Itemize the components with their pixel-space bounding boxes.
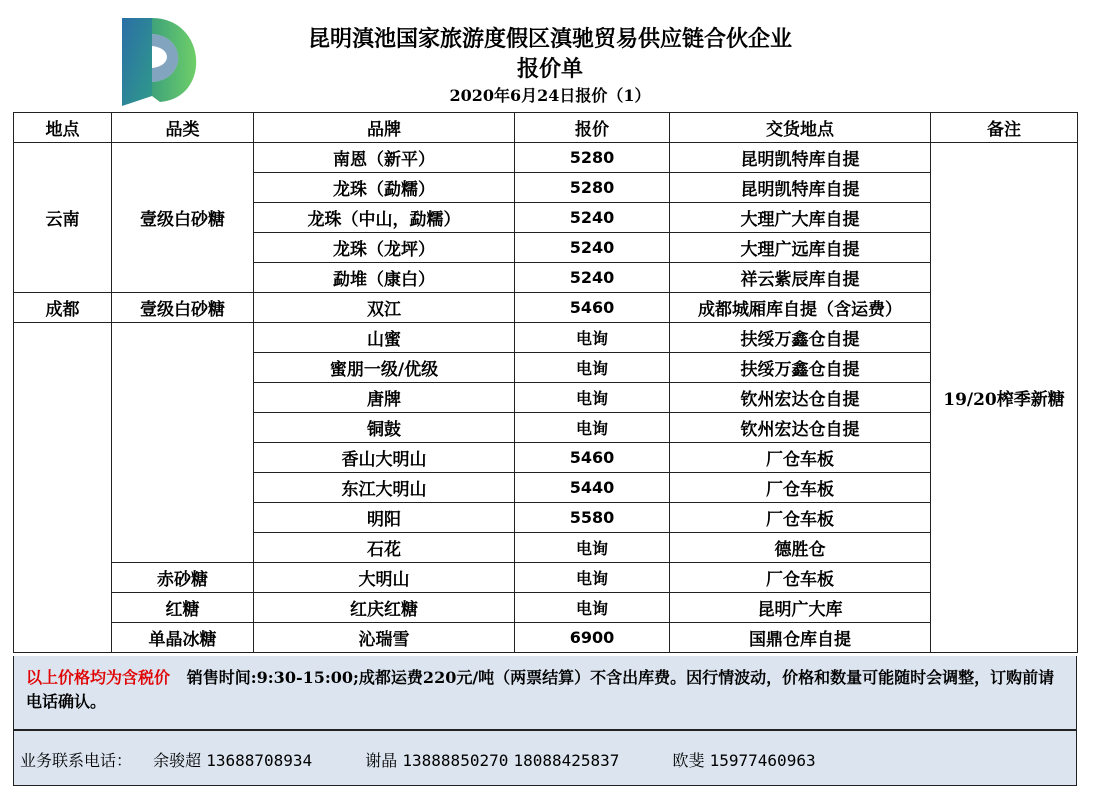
brand-cell: 勐堆（康白） [254, 263, 515, 293]
table-row [14, 323, 1078, 353]
table-row [14, 623, 1078, 653]
brand-cell: 东江大明山 [254, 473, 515, 503]
brand-cell: 蜜朋一级/优级 [254, 353, 515, 383]
price-table [13, 112, 1078, 653]
price-cell: 5460 [515, 293, 670, 323]
brand-cell: 大明山 [254, 563, 515, 593]
brand-cell: 山蜜 [254, 323, 515, 353]
category-cell-empty [112, 323, 254, 563]
table-row [14, 293, 1078, 323]
column-header: 品类 [112, 113, 254, 143]
brand-cell: 明阳 [254, 503, 515, 533]
category-cell: 赤砂糖 [112, 563, 254, 593]
brand-cell: 双江 [254, 293, 515, 323]
delivery-cell: 钦州宏达仓自提 [670, 383, 931, 413]
price-cell: 5460 [515, 443, 670, 473]
document-title: 报价单 [516, 56, 583, 82]
quote-date: 2020年6月24日报价（1） [449, 86, 651, 105]
brand-cell: 唐牌 [254, 383, 515, 413]
delivery-cell: 祥云紫辰库自提 [670, 263, 931, 293]
delivery-cell: 厂仓车板 [670, 473, 931, 503]
price-cell: 5280 [515, 173, 670, 203]
brand-cell: 香山大明山 [254, 443, 515, 473]
price-cell: 电询 [515, 383, 670, 413]
table-row [14, 563, 1078, 593]
brand-cell: 沁瑞雪 [254, 623, 515, 653]
contact-name: 余骏超 [153, 751, 202, 770]
brand-cell: 龙珠（龙坪） [254, 233, 515, 263]
price-cell: 电询 [515, 353, 670, 383]
brand-cell: 石花 [254, 533, 515, 563]
location-cell: 云南 [14, 143, 112, 293]
contact-label: 业务联系电话： [20, 751, 133, 770]
delivery-cell: 德胜仓 [670, 533, 931, 563]
price-cell: 5240 [515, 203, 670, 233]
delivery-cell: 成都城厢库自提（含运费） [670, 293, 931, 323]
remark-cell: 19/20榨季新糖 [931, 143, 1078, 653]
tax-note: 以上价格均为含税价 [26, 668, 171, 687]
table-row [14, 593, 1078, 623]
brand-cell: 龙珠（中山，勐糯） [254, 203, 515, 233]
price-cell: 5280 [515, 143, 670, 173]
column-header: 交货地点 [670, 113, 931, 143]
price-cell: 5240 [515, 263, 670, 293]
delivery-cell: 昆明凯特库自提 [670, 173, 931, 203]
delivery-cell: 昆明凯特库自提 [670, 143, 931, 173]
table-header-row [14, 113, 1078, 143]
price-cell: 5440 [515, 473, 670, 503]
delivery-cell: 厂仓车板 [670, 503, 931, 533]
delivery-cell: 大理广大库自提 [670, 203, 931, 233]
sales-terms: 销售时间:9:30-15:00;成都运费220元/吨（两票结算）不含出库费。因行情波动，价格和数量可能随时会调整，订购前请电话确认。 [26, 668, 1055, 711]
price-cell: 5240 [515, 233, 670, 263]
contact-bar [13, 730, 1077, 786]
category-cell: 壹级白砂糖 [112, 143, 254, 293]
price-cell: 5580 [515, 503, 670, 533]
delivery-cell: 厂仓车板 [670, 443, 931, 473]
category-cell: 壹级白砂糖 [112, 293, 254, 323]
contact-name: 欧斐 [672, 751, 705, 770]
brand-cell: 南恩（新平） [254, 143, 515, 173]
company-name: 昆明滇池国家旅游度假区滇驰贸易供应链合伙企业 [307, 26, 792, 52]
price-cell: 电询 [515, 323, 670, 353]
price-cell: 6900 [515, 623, 670, 653]
category-cell: 红糖 [112, 593, 254, 623]
column-header: 品牌 [254, 113, 515, 143]
contact-phone[interactable]: 13888850270 [402, 751, 509, 770]
table-row [14, 143, 1078, 173]
notes-box [13, 656, 1077, 730]
location-cell-empty [14, 323, 112, 653]
contact-phone[interactable]: 15977460963 [709, 751, 816, 770]
brand-cell: 红庆红糖 [254, 593, 515, 623]
price-cell: 电询 [515, 593, 670, 623]
delivery-cell: 昆明广大库 [670, 593, 931, 623]
brand-cell: 龙珠（勐糯） [254, 173, 515, 203]
contact-phone[interactable]: 18088425837 [513, 751, 620, 770]
column-header: 报价 [515, 113, 670, 143]
delivery-cell: 扶绥万鑫仓自提 [670, 323, 931, 353]
column-header: 备注 [931, 113, 1078, 143]
delivery-cell: 国鼎仓库自提 [670, 623, 931, 653]
company-logo-icon [112, 10, 212, 110]
location-cell: 成都 [14, 293, 112, 323]
contact-phone[interactable]: 13688708934 [206, 751, 313, 770]
price-cell: 电询 [515, 413, 670, 443]
delivery-cell: 钦州宏达仓自提 [670, 413, 931, 443]
column-header: 地点 [14, 113, 112, 143]
price-cell: 电询 [515, 533, 670, 563]
brand-cell: 铜鼓 [254, 413, 515, 443]
delivery-cell: 厂仓车板 [670, 563, 931, 593]
contact-name: 谢晶 [365, 751, 398, 770]
category-cell: 单晶冰糖 [112, 623, 254, 653]
delivery-cell: 大理广远库自提 [670, 233, 931, 263]
price-cell: 电询 [515, 563, 670, 593]
delivery-cell: 扶绥万鑫仓自提 [670, 353, 931, 383]
